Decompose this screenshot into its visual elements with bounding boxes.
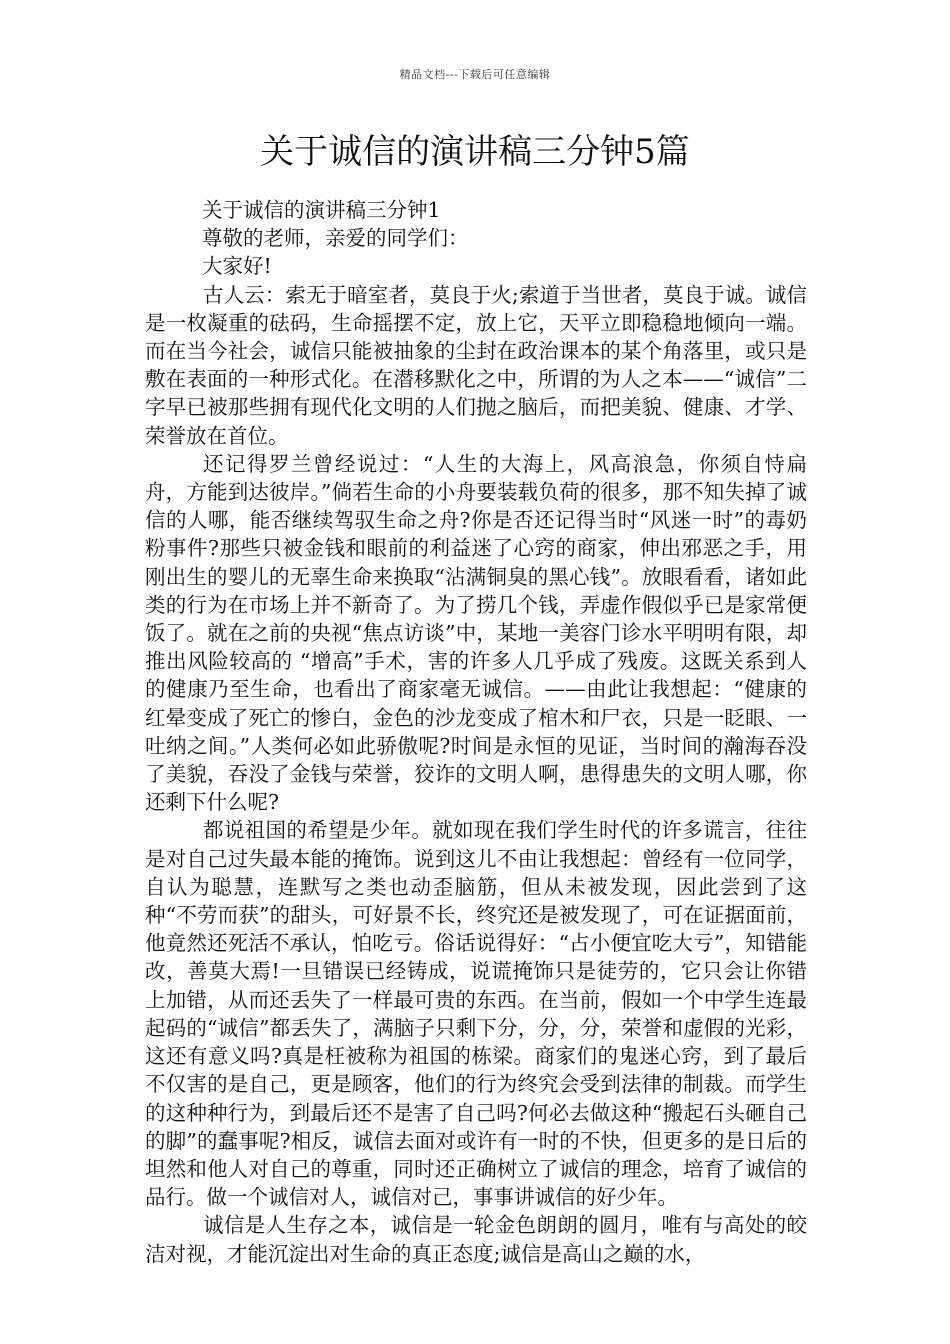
document-subtitle: 关于诚信的演讲稿三分钟1 <box>202 198 441 222</box>
salutation: 尊敬的老师，亲爱的同学们： <box>202 226 469 251</box>
paragraph-2: 还记得罗兰曾经说过：“人生的大海上，风高浪急，你须自恃扁舟，方能到达彼岸。”倘若生命的小舟要装载负荷的很多，那不知失掉了诚信的人哪，能否继续驾驭生命之舟?你是否还记得当时“风迷一时”的毒奶粉事件?那些只被金钱和眼前的利益迷了心窍的商家，伸出邪恶之手，用刚出生的婴儿的无辜生命来换取“沾满铜臭的黑心钱”。放眼看看，诸如此类的行为在市场上并不新奇了。为了捞几个钱，弄虚作假似乎已是家常便饭了。就在之前的央视“焦点访谈”中，某地一美容门诊水平明明有限，却推出风险较高的 “增高”手术，害的许多人几乎成了残废。这既关系到人的健康乃至生命，也看出了商家毫无诚信。——由此让我想起：“健康的红晕变成了死亡的惨白，金色的沙龙变成了棺木和尸衣，只是一眨眼、一吐纳之间。”人类何必如此骄傲呢?时间是永恒的见证，当时间的瀚海吞没了美貌，吞没了金钱与荣誉，狡诈的文明人啊，患得患失的文明人哪，你还剩下什么呢? <box>145 451 807 815</box>
greeting: 大家好! <box>202 254 272 279</box>
paragraph-1: 古人云：索无于暗室者，莫良于火;索道于当世者，莫良于诚。诚信是一枚凝重的砝码，生命摇摆不定，放上它，天平立即稳稳地倾向一端。而在当今社会，诚信只能被抽象的尘封在政治课本的某个角落里，或只是敷在表面的一种形式化。在潜移默化之中，所谓的为人之本——“诚信”二字早已被那些拥有现代化文明的人们抛之脑后，而把美貌、健康、才学、荣誉放在首位。 <box>145 282 807 448</box>
paragraph-4: 诚信是人生存之本，诚信是一轮金色朗朗的圆月，唯有与高处的皎洁对视，才能沉淀出对生命的真正态度;诚信是高山之巅的水， <box>145 1213 807 1266</box>
document-body <box>145 196 807 1268</box>
paragraph-3: 都说祖国的希望是少年。就如现在我们学生时代的许多谎言，往往是对自己过失最本能的掩饰。说到这儿不由让我想起：曾经有一位同学，自认为聪慧，连默写之类也动歪脑筋，但从未被发现，因此尝到了这种“不劳而获”的甜头，可好景不长，终究还是被发现了，可在证据面前，他竟然还死活不承认，怕吃亏。俗话说得好：“占小便宜吃大亏”，知错能改，善莫大焉!一旦错误已经铸成，说谎掩饰只是徒劳的，它只会让你错上加错，从而还丢失了一样最可贵的东西。在当前，假如一个中学生连最起码的“诚信”都丢失了，满脑子只剩下分，分，分，荣誉和虚假的光彩，这还有意义吗?真是枉被称为祖国的栋梁。商家们的鬼迷心窍，到了最后不仅害的是自己，更是顾客，他们的行为终究会受到法律的制裁。而学生的这种种行为，到最后还不是害了自己吗?何必去做这种“搬起石头砸自己的脚”的蠢事呢?相反，诚信去面对或许有一时的不快，但更多的是日后的坦然和他人对自己的尊重，同时还正确树立了诚信的理念，培育了诚信的品行。做一个诚信对人，诚信对己，事事讲诚信的好少年。 <box>145 818 807 1210</box>
document-title: 关于诚信的演讲稿三分钟5篇 <box>260 132 690 172</box>
header-note: 精品文档---下载后可任意编辑 <box>399 68 551 81</box>
